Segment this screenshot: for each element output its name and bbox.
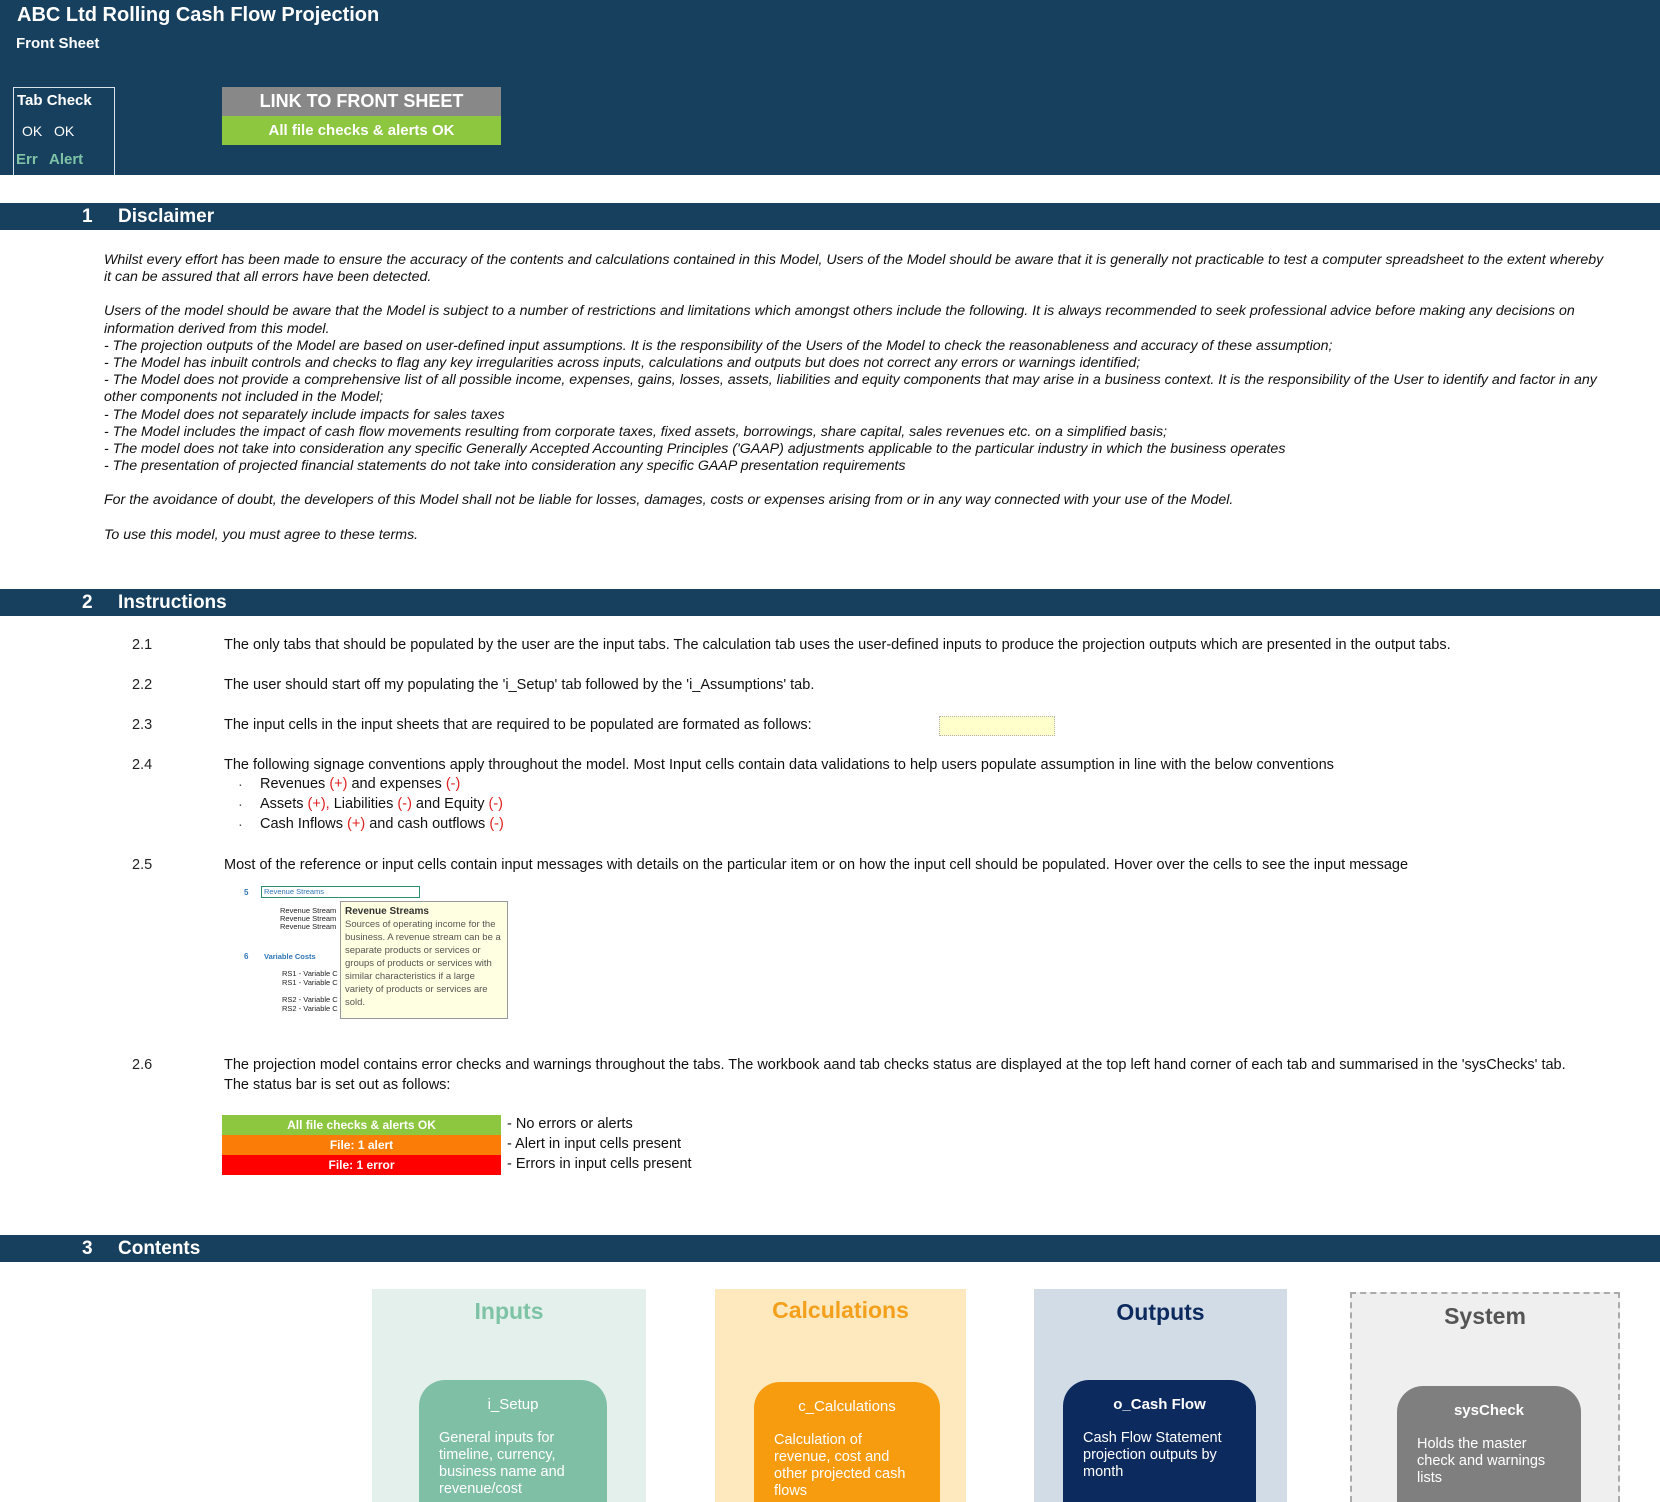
instruction-text: Most of the reference or input cells contain input messages with details on the particular item or on how the input cell should be populated. Hover over the cells to see the input message <box>224 857 1409 873</box>
tab-link-syscheck[interactable] <box>1397 1386 1581 1502</box>
app-title: ABC Ltd Rolling Cash Flow Projection <box>17 4 380 26</box>
demo-label: RS1 - Variable C <box>282 969 338 978</box>
instruction-text: The only tabs that should be populated by the user are the input tabs. The calculation tab uses the user-defined inputs to produce the projection outputs which are presented in the output tabs. <box>224 637 1451 653</box>
disclaimer-paragraph: To use this model, you must agree to these terms. <box>104 526 419 543</box>
demo-label: RS2 - Variable C <box>282 995 338 1004</box>
instruction-text: The user should start off my populating the 'i_Setup' tab followed by the 'i_Assumptions' tab. <box>224 677 815 693</box>
tab-check-ok-1: OK <box>22 123 43 139</box>
panel-title: Calculations <box>772 1297 909 1323</box>
disclaimer-bullet: - The Model includes the impact of cash flow movements resulting from corporate taxes, fixed assets, borrowings, share capital, sales revenues etc. on a simplified basis; <box>104 423 1167 440</box>
card-description: Cash Flow Statement projection outputs by month <box>1083 1430 1222 1480</box>
section-label: Disclaimer <box>118 206 215 227</box>
disclaimer-bullet: - The model does not take into consideration any specific Generally Accepted Accounting Principles ('GAAP) adjustments applicable to the particular industry in which the business operates <box>104 441 1286 458</box>
demo-label: Revenue Stream <box>280 914 337 923</box>
bullet-mark: · <box>238 777 243 793</box>
section-header-instructions <box>0 589 1660 616</box>
instruction-number: 2.5 <box>132 857 153 873</box>
card-title: c_Calculations <box>798 1398 896 1415</box>
file-status-bar: All file checks & alerts OK <box>222 116 501 145</box>
tooltip-body: Sources of operating income for the business. A revenue stream can be a separate products or services or groups of products or services with similar characteristics if a large variety of products or services are sold. <box>345 919 501 1008</box>
input-message-example <box>240 885 520 1020</box>
legend-text: - No errors or alerts <box>507 1116 633 1132</box>
card-description: General inputs for timeline, currency, business name and revenue/cost <box>439 1430 565 1497</box>
section-number: 2 <box>82 592 93 613</box>
disclaimer-text <box>104 252 1604 544</box>
demo-label: Revenue Stream <box>280 906 337 915</box>
demo-label: Revenue Stream <box>280 922 337 931</box>
section-label: Instructions <box>118 592 227 613</box>
tab-link-c-calculations[interactable] <box>754 1382 940 1502</box>
header-bar <box>0 0 1660 175</box>
tab-link-i-setup[interactable] <box>419 1380 607 1502</box>
card-description: Calculation of revenue, cost and other projected cash flows <box>774 1432 906 1499</box>
demo-row-number: 6 <box>244 952 249 961</box>
legend-bar-error: File: 1 error <box>222 1155 501 1175</box>
contents-panel-outputs <box>1034 1289 1287 1502</box>
sign-convention-assets: Assets (+), Liabilities (-) and Equity (-) <box>260 796 503 812</box>
contents-panel-system <box>1350 1292 1620 1502</box>
disclaimer-paragraph: Whilst every effort has been made to ensure the accuracy of the contents and calculations contained in this Model, Users of the Model should be aware that it is generally not practicable to test a computer spreadsheet to the extent whereby it can be assured that all errors have been detected. <box>104 252 1604 286</box>
card-description: Holds the master check and warnings lists <box>1417 1436 1546 1486</box>
card-title: o_Cash Flow <box>1113 1396 1206 1413</box>
bullet-mark: · <box>238 817 243 833</box>
instruction-number: 2.6 <box>132 1057 153 1073</box>
demo-selected-cell: Revenue Streams <box>261 886 420 898</box>
panel-title: Inputs <box>474 1298 544 1324</box>
contents-panel-calculations <box>715 1289 966 1502</box>
instruction-number: 2.3 <box>132 717 153 733</box>
instruction-number: 2.1 <box>132 637 153 653</box>
section-number: 3 <box>82 1238 93 1259</box>
input-cell-format-sample[interactable] <box>939 716 1055 736</box>
panel-title: Outputs <box>1116 1299 1205 1325</box>
demo-label: RS2 - Variable C <box>282 1004 338 1013</box>
card-title: sysCheck <box>1453 1402 1525 1419</box>
tab-check-title: Tab Check <box>17 92 92 109</box>
section-number: 1 <box>82 206 93 227</box>
legend-bar-ok: All file checks & alerts OK <box>222 1115 501 1135</box>
tab-link-o-cash-flow[interactable] <box>1063 1380 1256 1502</box>
instruction-text: The projection model contains error checks and warnings throughout the tabs. The workbook aand tab checks status are displayed at the top left hand corner of each tab and summarised in the 'sysChecks' tab. The status bar is set out as follows: <box>224 1057 1566 1093</box>
sheet-title: Front Sheet <box>16 35 100 52</box>
disclaimer-bullet: - The projection outputs of the Model are based on user-defined input assumptions. It is the responsibility of the Users of the Model to check the reasonableness and accuracy of these assumption; <box>104 337 1333 354</box>
demo-label: Variable Costs <box>264 952 316 961</box>
link-to-front-sheet-button[interactable]: LINK TO FRONT SHEET <box>222 87 501 116</box>
demo-label: RS1 - Variable C <box>282 978 338 987</box>
instruction-text: The following signage conventions apply throughout the model. Most Input cells contain data validations to help users populate assumption in line with the below conventions <box>224 757 1334 773</box>
demo-row-number: 5 <box>244 888 249 897</box>
tab-check-err: Err <box>16 151 38 168</box>
section-header-contents <box>0 1235 1660 1262</box>
tab-check-alert: Alert <box>49 151 84 168</box>
disclaimer-bullet: - The presentation of projected financial statements do not take into consideration any specific GAAP presentation requirements <box>104 458 906 475</box>
sign-convention-revenues: Revenues (+) and expenses (-) <box>260 776 461 792</box>
disclaimer-bullet: - The Model does not separately include impacts for sales taxes <box>104 406 505 423</box>
card-title: i_Setup <box>487 1396 539 1413</box>
disclaimer-bullet: - The Model does not provide a comprehensive list of all possible income, expenses, gains, losses, assets, liabilities and equity components that may arise in a business context. It is the responsibility of the User to identify and factor in any other components not included in the Model; <box>104 372 1597 406</box>
disclaimer-bullet: - The Model has inbuilt controls and checks to flag any key irregularities across inputs, calculations and outputs but does not correct any errors or warnings identified; <box>104 355 1141 372</box>
panel-title: System <box>1444 1303 1526 1329</box>
legend-text: - Alert in input cells present <box>507 1136 682 1152</box>
legend-bar-alert: File: 1 alert <box>222 1135 501 1155</box>
tab-check-panel <box>13 87 115 175</box>
section-label: Contents <box>118 1238 201 1259</box>
instruction-number: 2.2 <box>132 677 153 693</box>
instruction-number: 2.4 <box>132 757 153 773</box>
legend-text: - Errors in input cells present <box>507 1156 692 1172</box>
tab-check-ok-2: OK <box>54 123 75 139</box>
contents-panel-inputs <box>372 1289 646 1502</box>
instruction-text: The input cells in the input sheets that are required to be populated are formated as follows: <box>224 717 812 733</box>
bullet-mark: · <box>238 797 243 813</box>
disclaimer-paragraph: For the avoidance of doubt, the developers of this Model shall not be liable for losses, damages, costs or expenses arising from or in any way connected with your use of the Model. <box>104 492 1234 509</box>
sign-convention-cash: Cash Inflows (+) and cash outflows (-) <box>260 816 504 832</box>
disclaimer-paragraph: Users of the model should be aware that the Model is subject to a number of restrictions and limitations which amongst others include the following. It is always recommended to seek professional advice before making any decisions on information derived from this model. <box>104 303 1575 337</box>
section-header-disclaimer <box>0 203 1660 230</box>
input-message-tooltip <box>340 901 508 1019</box>
tooltip-title: Revenue Streams <box>345 906 429 917</box>
